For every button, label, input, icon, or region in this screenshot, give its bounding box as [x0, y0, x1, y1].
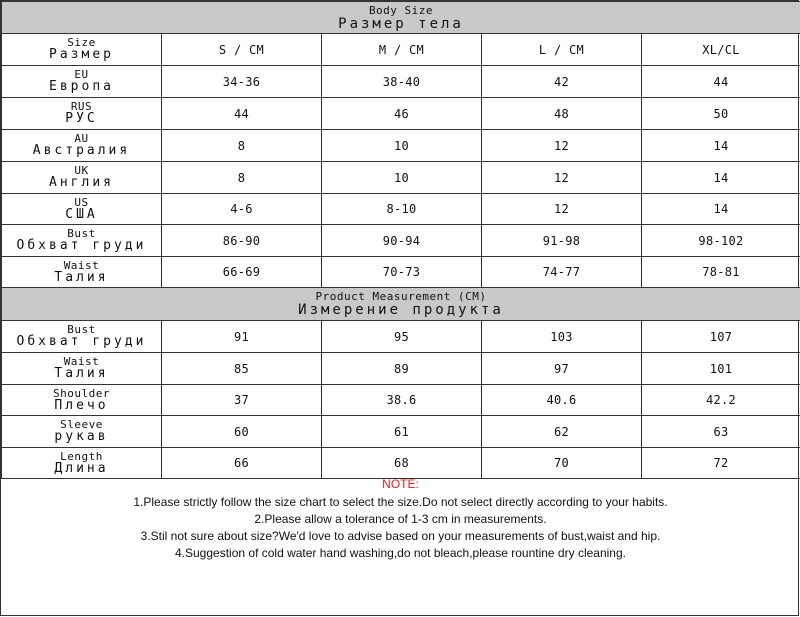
table-cell: 4-6 [162, 194, 322, 225]
body-size-header [2, 2, 800, 34]
table-cell: 12 [482, 162, 642, 194]
table-cell: 97 [482, 353, 642, 385]
size-chart-body [2, 2, 800, 479]
size-chart-table [1, 1, 800, 479]
body-size-header-title-en: Body Size [368, 3, 434, 17]
row-label-ru: Англия [49, 175, 114, 190]
row-label-ru: РУС [65, 111, 98, 126]
table-cell: 62 [482, 416, 642, 448]
table-row [2, 385, 800, 416]
product-header-title-en: Product Measurement (CM) [315, 290, 487, 303]
table-cell: 91 [162, 321, 322, 353]
row-label-ru: Талия [54, 366, 109, 381]
row-label-en: AU [74, 132, 89, 145]
table-cell: 38-40 [322, 66, 482, 98]
table-cell: 98-102 [642, 225, 800, 257]
note-line-1: 1.Please strictly follow the size chart to select the size.Do not select directly according to your habits. [133, 495, 668, 509]
table-row [2, 321, 800, 353]
table-row [2, 353, 800, 385]
table-cell: 40.6 [482, 385, 642, 416]
body-row-label [2, 130, 162, 162]
column-header: XL/CL [642, 34, 800, 66]
notes-title: NOTE: [382, 477, 419, 491]
column-header: S / CM [162, 34, 322, 66]
table-cell: 63 [642, 416, 800, 448]
row-label-ru: Плечо [54, 397, 109, 413]
size-header-row [2, 34, 800, 66]
table-cell: 72 [642, 448, 800, 479]
table-cell: 44 [162, 98, 322, 130]
table-row [2, 98, 800, 130]
row-label-ru: Австралия [32, 143, 131, 158]
product-row-label [2, 321, 162, 353]
row-label-en: Bust [67, 323, 96, 336]
row-label-en: EU [74, 68, 89, 81]
table-cell: 89 [322, 353, 482, 385]
row-label-en: RUS [70, 100, 93, 113]
table-cell: 34-36 [162, 66, 322, 98]
row-label-en: Waist [63, 355, 100, 368]
row-label-ru: США [65, 206, 98, 222]
table-cell: 86-90 [162, 225, 322, 257]
row-label-en: US [74, 195, 89, 209]
table-cell: 70 [482, 448, 642, 479]
table-cell: 14 [642, 194, 800, 225]
table-cell: 70-73 [322, 257, 482, 288]
table-cell: 10 [322, 130, 482, 162]
row-label-ru: Талия [54, 269, 109, 285]
table-cell: 66 [162, 448, 322, 479]
table-cell: 37 [162, 385, 322, 416]
table-cell: 10 [322, 162, 482, 194]
table-row [2, 225, 800, 257]
row-label-ru: Обхват груди [16, 334, 147, 349]
product-row-label [2, 448, 162, 479]
table-cell: 91-98 [482, 225, 642, 257]
table-cell: 68 [322, 448, 482, 479]
note-line-2: 2.Please allow a tolerance of 1-3 cm in measurements. [254, 512, 547, 526]
product-row-label [2, 416, 162, 448]
row-label-en: UK [74, 164, 89, 177]
body-size-header-title-ru: Размер тела [338, 15, 464, 32]
table-cell: 61 [322, 416, 482, 448]
product-header [2, 288, 800, 321]
row-label-en: Length [60, 449, 103, 463]
body-row-label [2, 194, 162, 225]
body-row-label [2, 162, 162, 194]
table-cell: 14 [642, 162, 800, 194]
table-row [2, 194, 800, 225]
table-cell: 101 [642, 353, 800, 385]
table-row [2, 130, 800, 162]
row-label-en: Shoulder [53, 386, 110, 400]
notes-section [1, 476, 800, 562]
product-row-label [2, 353, 162, 385]
row-label-en: Bust [67, 227, 96, 240]
row-label-en: Waist [63, 258, 100, 272]
table-row [2, 448, 800, 479]
table-row [2, 162, 800, 194]
column-header: L / CM [482, 34, 642, 66]
table-cell: 107 [642, 321, 800, 353]
table-cell: 46 [322, 98, 482, 130]
body-row-label [2, 66, 162, 98]
table-cell: 42.2 [642, 385, 800, 416]
row-label-ru: Длина [54, 460, 109, 476]
table-cell: 74-77 [482, 257, 642, 288]
product-header-title-ru: Измерение продукта [298, 302, 504, 318]
table-cell: 8 [162, 130, 322, 162]
row-label-ru: рукав [54, 429, 109, 444]
table-cell: 38.6 [322, 385, 482, 416]
body-row-label [2, 257, 162, 288]
table-cell: 60 [162, 416, 322, 448]
table-cell: 44 [642, 66, 800, 98]
size-label-en: Size [67, 36, 96, 49]
product-row-label [2, 385, 162, 416]
table-cell: 90-94 [322, 225, 482, 257]
table-cell: 12 [482, 130, 642, 162]
column-header: M / CM [322, 34, 482, 66]
row-label-ru: Европа [49, 79, 114, 94]
table-row [2, 66, 800, 98]
product-header-cell [2, 288, 800, 321]
size-header-label [2, 34, 162, 66]
body-size-header-cell [2, 2, 800, 34]
table-cell: 12 [482, 194, 642, 225]
table-cell: 14 [642, 130, 800, 162]
table-cell: 48 [482, 98, 642, 130]
table-row [2, 257, 800, 288]
row-label-en: Sleeve [60, 418, 103, 431]
table-cell: 42 [482, 66, 642, 98]
table-cell: 85 [162, 353, 322, 385]
body-row-label [2, 225, 162, 257]
table-row [2, 416, 800, 448]
table-cell: 50 [642, 98, 800, 130]
note-line-3: 3.Stil not sure about size?We'd love to advise based on your measurements of bust,waist and hip. [140, 529, 661, 543]
table-cell: 103 [482, 321, 642, 353]
table-cell: 66-69 [162, 257, 322, 288]
row-label-ru: Обхват груди [16, 238, 147, 253]
size-label-ru: Размер [49, 47, 114, 62]
note-line-4: 4.Suggestion of cold water hand washing,do not bleach,please rountine dry cleaning. [175, 546, 626, 560]
table-cell: 8 [162, 162, 322, 194]
table-cell: 95 [322, 321, 482, 353]
body-row-label [2, 98, 162, 130]
table-cell: 78-81 [642, 257, 800, 288]
table-cell: 8-10 [322, 194, 482, 225]
